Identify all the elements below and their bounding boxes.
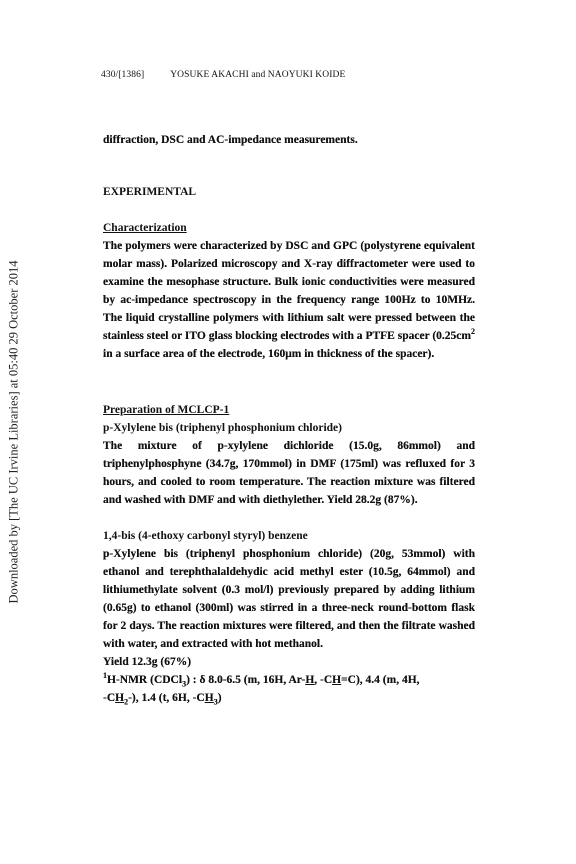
experimental-section bbox=[103, 183, 475, 201]
compound1-title: p-Xylylene bis (triphenyl phosphonium chloride) bbox=[103, 422, 342, 434]
section-title: EXPERIMENTAL bbox=[103, 186, 197, 198]
authors: YOSUKE AKACHI and NAOYUKI KOIDE bbox=[170, 70, 346, 80]
download-notice: Downloaded by [The UC Irvine Libraries] at 05:40 29 October 2014 bbox=[6, 260, 21, 604]
page-number: 430/[1386] bbox=[101, 70, 145, 80]
compound2-section bbox=[103, 527, 475, 707]
compound2-yield: Yield 12.3g (67%) bbox=[103, 656, 192, 668]
running-head bbox=[101, 70, 345, 80]
download-watermark bbox=[0, 0, 28, 864]
intro-line: diffraction, DSC and AC-impedance measurements. bbox=[103, 134, 358, 146]
preparation-heading: Preparation of MCLCP-1 bbox=[103, 404, 230, 416]
nmr-line-2: $-CH_2-$), 1.4 (t, 6H, $-CH_3$) bbox=[103, 692, 222, 707]
intro-block bbox=[103, 131, 475, 149]
compound2-text: p-Xylylene bis (triphenyl phosphonium chloride) (20g, 53mmol) with ethanol and terephthalaldehydic acid methyl ester (10.5g, 64mmol) and lithiumethylate solvent (0.3 mol/l) previously prepared by adding lithium (0.65g) to ethanol (300ml) was stirred in a three-neck round-bottom flask for 2 days. The reaction mixtures were filtered, and then the filtrate washed with water, and extracted with hot methanol. bbox=[103, 548, 475, 650]
nmr-line: $^1$H-NMR (CDCl$_3$) : δ 8.0-6.5 (m, 16H, Ar-H, -CH=C), 4.4 (m, 4H, bbox=[103, 671, 420, 689]
characterization-section bbox=[103, 219, 475, 363]
characterization-text: The polymers were characterized by DSC and GPC (polystyrene equivalent molar mass). Polarized microscopy and X-ray diffractometer were used to examine the mesophase structure. Bulk ionic conductivities were measured by ac-impedance spectroscopy in the frequency range 100Hz to 10MHz. The liquid crystalline polymers with lithium salt were pressed between the stainless steel or ITO glass blocking electrodes with a PTFE spacer ($0.25cm^2$ in a surface area of the electrode, 160μm in thickness of the spacer). bbox=[103, 240, 475, 360]
compound2-title: 1,4-bis (4-ethoxy carbonyl styryl) benzene bbox=[103, 530, 308, 542]
compound1-text: The mixture of p-xylylene dichloride (15.0g, 86mmol) and triphenylphosphyne (34.7g, 170mmol) in DMF (175ml) was refluxed for 3 hours, and cooled to room temperature. The reaction mixture was filtered and washed with DMF and with diethylether. Yield 28.2g (87%). bbox=[103, 440, 475, 506]
characterization-heading: Characterization bbox=[103, 222, 187, 234]
preparation-section bbox=[103, 401, 475, 509]
